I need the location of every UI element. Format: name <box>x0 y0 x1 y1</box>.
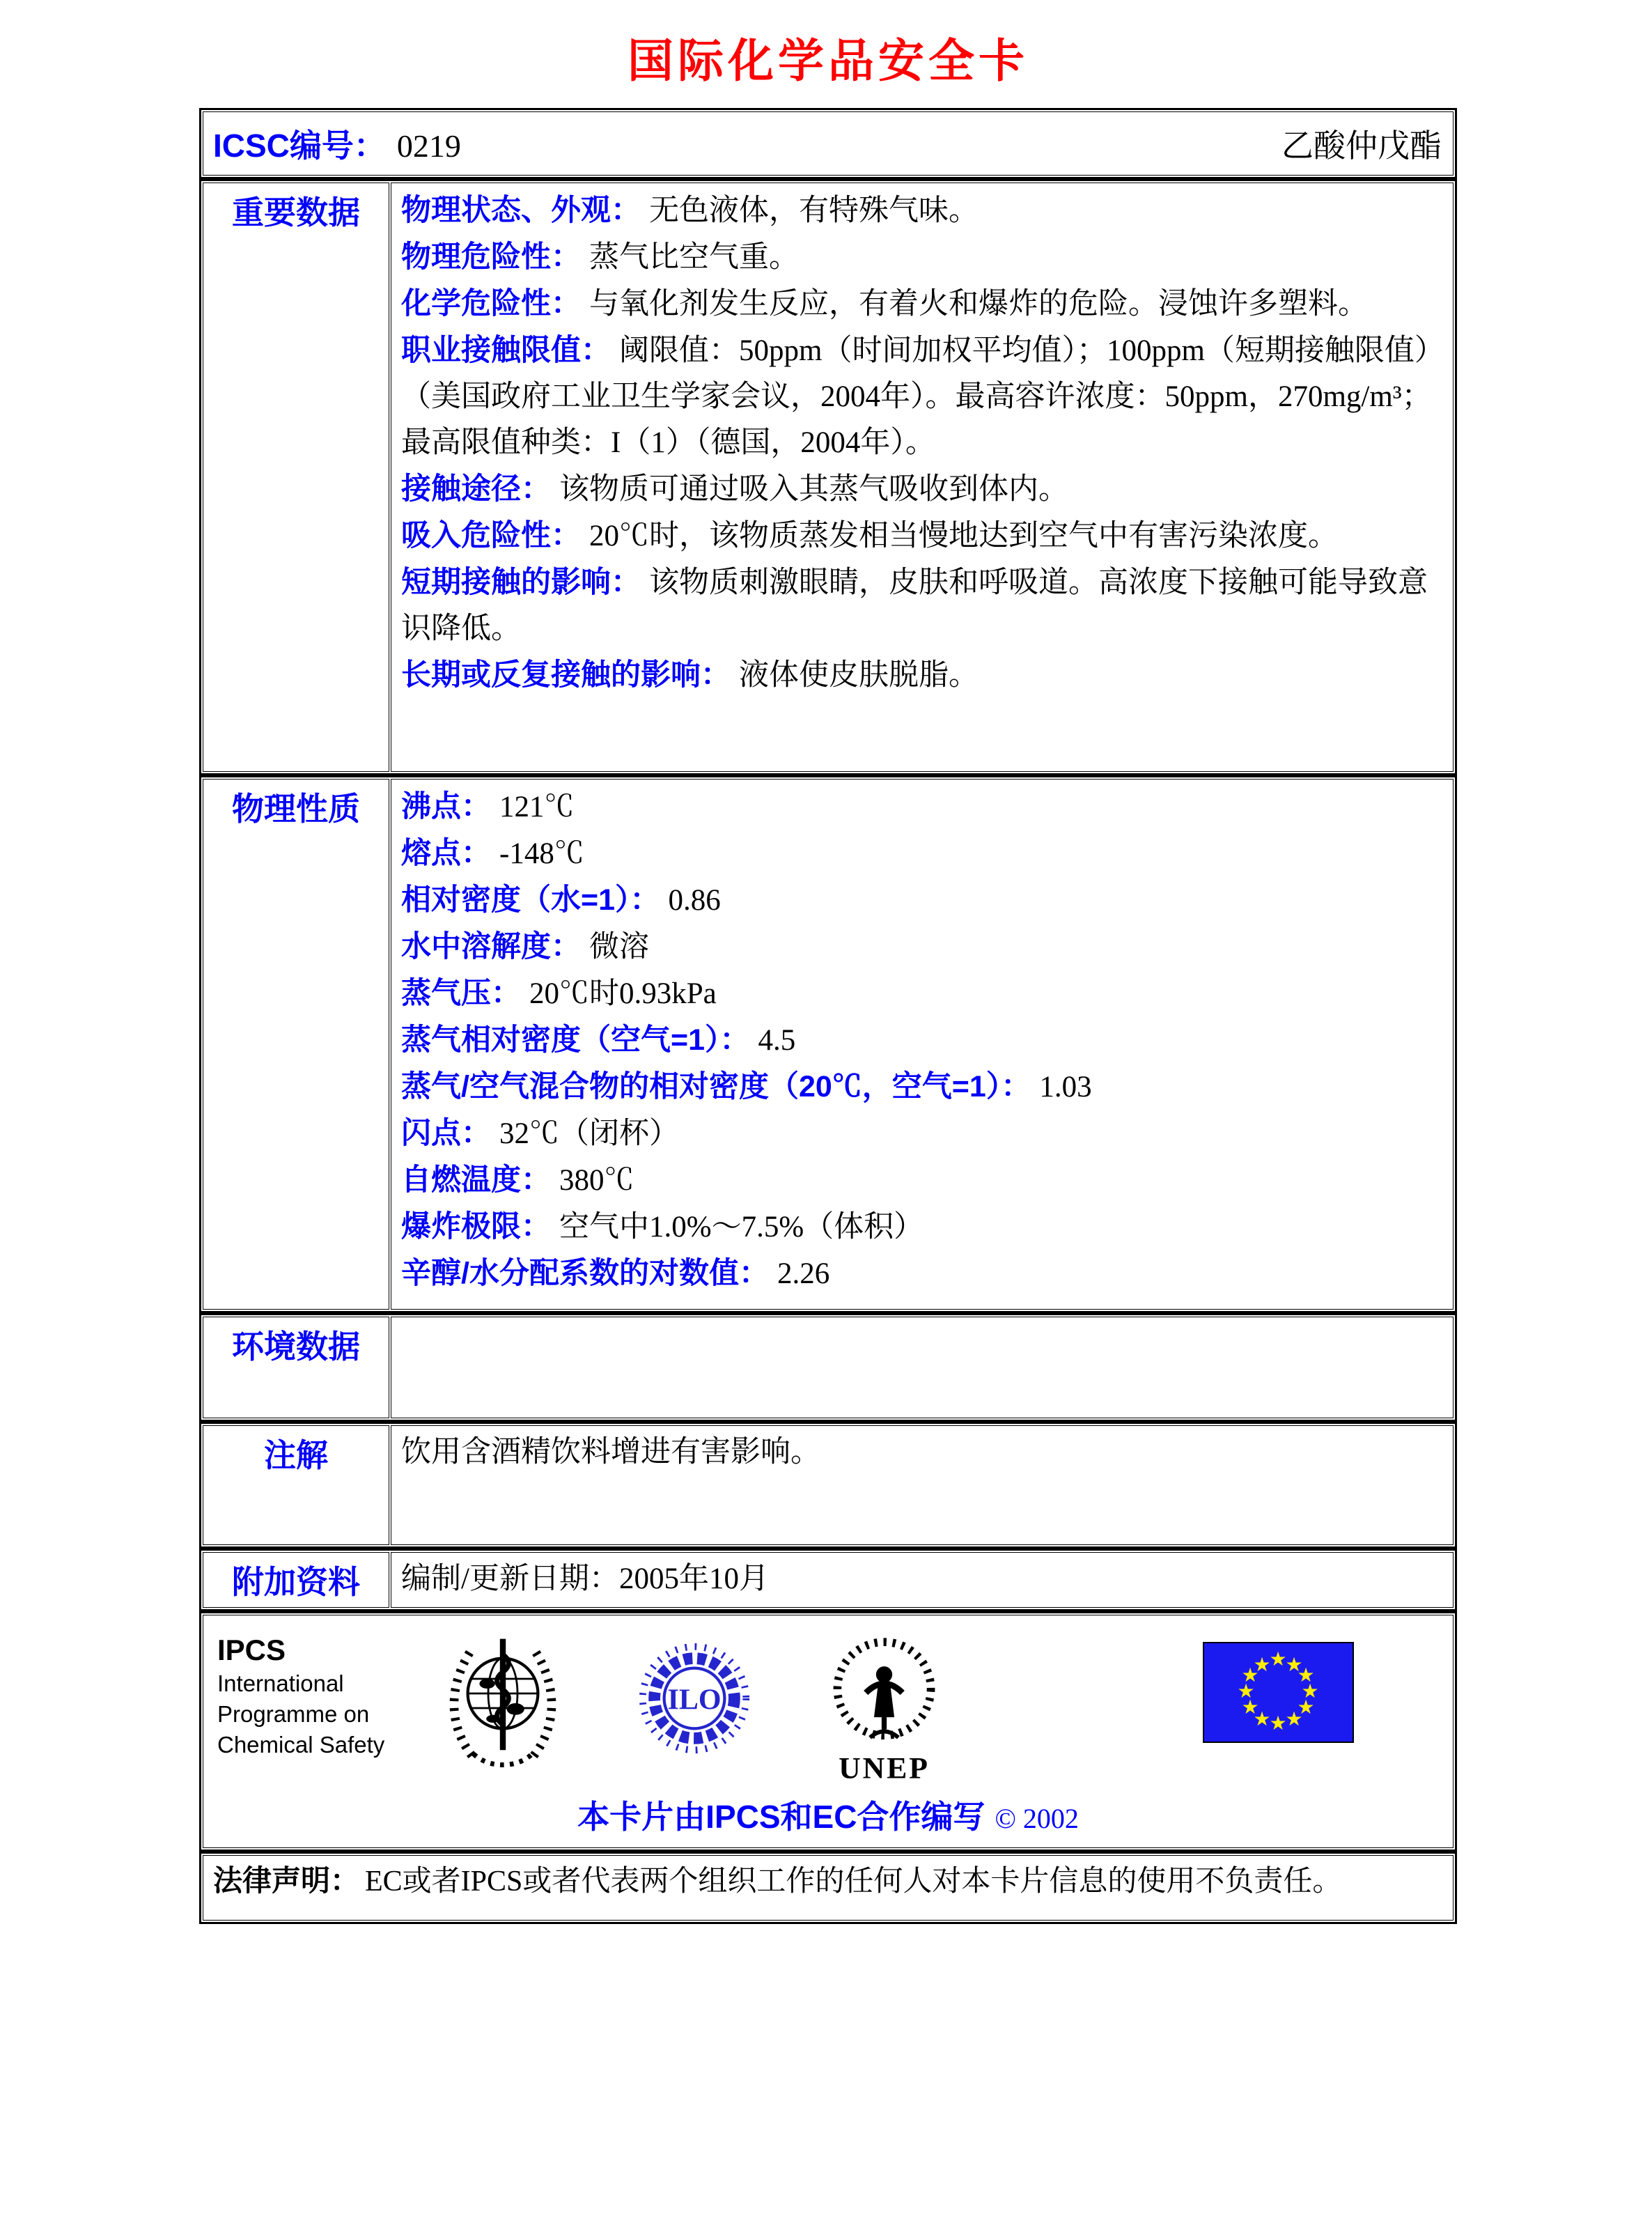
ipcs-acronym: IPCS <box>217 1634 286 1666</box>
svg-text:★: ★ <box>1297 1696 1315 1719</box>
property-value: 无色液体，有特殊气味。 <box>649 194 979 227</box>
property-value: 4.5 <box>758 1024 796 1057</box>
icsc-number-label: ICSC编号： <box>213 127 386 164</box>
section-label-environmental-data: 环境数据 <box>232 1328 360 1365</box>
important-data-label-cell <box>203 183 389 772</box>
additional-info-table <box>199 1549 1457 1611</box>
property-label: 长期或反复接触的影响： <box>401 658 731 692</box>
svg-text:★: ★ <box>1237 1680 1255 1703</box>
eu-flag-icon <box>1203 1642 1354 1743</box>
property-label: 蒸气相对密度（空气=1）： <box>401 1023 750 1057</box>
who-logo-icon <box>444 1625 562 1771</box>
property-label: 蒸气压： <box>401 977 521 1010</box>
property-row <box>401 327 1443 466</box>
notes-label-cell <box>203 1425 389 1545</box>
property-value: 蒸气比空气重。 <box>589 241 799 274</box>
property-label: 接触途径： <box>401 472 551 506</box>
property-label: 熔点： <box>401 837 491 870</box>
physical-properties-table <box>199 775 1457 1313</box>
notes-text: 饮用含酒精饮料增进有害影响。 <box>401 1436 820 1468</box>
icsc-card <box>199 108 1457 1924</box>
property-row <box>401 1250 1443 1297</box>
legal-label: 法律声明： <box>213 1864 360 1897</box>
property-label: 蒸气/空气混合物的相对密度（20℃，空气=1）： <box>401 1070 1031 1103</box>
unep-logo-icon <box>823 1625 945 1789</box>
property-row <box>401 466 1443 513</box>
property-value: 该物质刺激眼睛，皮肤和呼吸道。高浓度下接触可能导致意识降低。 <box>401 566 1428 645</box>
property-row <box>401 652 1443 699</box>
property-value: 380℃ <box>559 1164 634 1197</box>
physical-properties-content <box>391 779 1454 1310</box>
property-label: 爆炸极限： <box>401 1210 551 1243</box>
important-data-content <box>391 183 1454 772</box>
svg-text:★: ★ <box>1241 1663 1259 1686</box>
chemical-name: 乙酸仲戊酯 <box>1281 128 1442 164</box>
property-value: 1.03 <box>1039 1071 1092 1103</box>
property-value: 与氧化剂发生反应，有着火和爆炸的危险。浸蚀许多塑料。 <box>589 288 1368 320</box>
copyright-text: 本卡片由IPCS和EC合作编写 <box>577 1799 985 1835</box>
svg-text:★: ★ <box>1297 1663 1315 1686</box>
property-value: 0.86 <box>668 884 721 917</box>
property-value: 微溶 <box>589 931 649 963</box>
property-row <box>401 281 1443 327</box>
logos-cell <box>203 1615 1454 1848</box>
svg-text:★: ★ <box>1241 1696 1259 1719</box>
property-row <box>401 784 1443 830</box>
property-row <box>401 234 1443 281</box>
property-row <box>401 1204 1443 1250</box>
svg-text:★: ★ <box>1269 1712 1287 1735</box>
property-value: 20℃时，该物质蒸发相当慢地达到空气中有害污染浓度。 <box>589 520 1338 552</box>
section-label-notes: 注解 <box>264 1437 328 1473</box>
section-label-important-data: 重要数据 <box>232 194 360 231</box>
property-value: 该物质可通过吸入其蒸气吸收到体内。 <box>559 473 1068 506</box>
property-label: 职业接触限值： <box>401 334 611 367</box>
property-row <box>401 924 1443 970</box>
svg-text:★: ★ <box>1285 1653 1303 1676</box>
property-value: 121℃ <box>499 791 575 823</box>
ilo-letters: ILO <box>667 1684 722 1716</box>
svg-text:★: ★ <box>1269 1647 1287 1670</box>
unep-caption: UNEP <box>839 1751 930 1785</box>
property-row <box>401 1110 1443 1157</box>
additional-info-label-cell <box>203 1552 389 1608</box>
logos-row <box>213 1620 1443 1789</box>
section-label-additional-info: 附加资料 <box>232 1564 360 1600</box>
notes-table <box>199 1422 1457 1549</box>
property-label: 辛醇/水分配系数的对数值： <box>401 1257 769 1290</box>
property-label: 物理状态、外观： <box>401 194 641 227</box>
property-value: -148℃ <box>499 837 584 870</box>
physical-properties-label-cell <box>203 779 389 1310</box>
copyright-year: © 2002 <box>995 1803 1079 1834</box>
property-row <box>401 1017 1443 1064</box>
legal-cell <box>203 1855 1454 1921</box>
header-table <box>199 108 1457 179</box>
svg-text:★: ★ <box>1301 1680 1319 1703</box>
property-label: 短期接触的影响： <box>401 566 641 599</box>
svg-text:★: ★ <box>1285 1707 1303 1730</box>
property-value: 20℃时0.93kPa <box>529 977 717 1010</box>
notes-content <box>391 1425 1454 1545</box>
logos-table <box>199 1611 1457 1852</box>
ipcs-text-block <box>217 1632 412 1760</box>
property-label: 水中溶解度： <box>401 930 581 963</box>
header-cell <box>203 111 1454 176</box>
icsc-number-value: 0219 <box>396 128 461 164</box>
property-value: 2.26 <box>777 1257 830 1290</box>
environmental-data-content <box>391 1317 1454 1418</box>
additional-info-content <box>391 1552 1454 1608</box>
property-label: 自燃温度： <box>401 1163 551 1197</box>
svg-text:★: ★ <box>1253 1707 1271 1730</box>
environmental-data-label-cell <box>203 1317 389 1418</box>
property-row <box>401 187 1443 234</box>
property-value: 空气中1.0%～7.5%（体积） <box>559 1211 924 1243</box>
property-value: 液体使皮肤脱脂。 <box>739 659 979 692</box>
property-label: 化学危险性： <box>401 287 581 320</box>
property-row <box>401 559 1443 652</box>
environmental-data-table <box>199 1313 1457 1422</box>
property-value: 阈限值：50ppm（时间加权平均值）；100ppm（短期接触限值）（美国政府工业卫生学家会议，2004年）。最高容许浓度：50ppm，270mg/m³；最高限值种类：I（1）（德国，2004年）。 <box>401 334 1432 459</box>
property-label: 相对密度（水=1）： <box>401 883 660 917</box>
property-label: 吸入危险性： <box>401 519 581 552</box>
svg-text:★: ★ <box>1253 1653 1271 1676</box>
important-data-table <box>199 179 1457 775</box>
property-row <box>401 1064 1443 1110</box>
page-title: 国际化学品安全卡 <box>628 35 1029 86</box>
property-value: 32℃（闭杯） <box>499 1117 679 1150</box>
legal-table <box>199 1852 1457 1924</box>
icsc-number-group <box>213 121 461 166</box>
property-label: 闪点： <box>401 1117 491 1150</box>
property-row <box>401 830 1443 877</box>
property-label: 沸点： <box>401 790 491 823</box>
property-row <box>401 513 1443 559</box>
additional-info-text: 编制/更新日期：2005年10月 <box>401 1562 769 1595</box>
property-row <box>401 970 1443 1017</box>
copyright-line <box>213 1792 1443 1838</box>
property-row <box>401 877 1443 924</box>
ipcs-line-2: Programme on <box>217 1701 370 1727</box>
section-label-physical-properties: 物理性质 <box>232 791 360 827</box>
property-label: 物理危险性： <box>401 240 581 274</box>
ipcs-line-3: Chemical Safety <box>217 1732 385 1758</box>
legal-text: EC或者IPCS或者代表两个组织工作的任何人对本卡片信息的使用不负责任。 <box>365 1866 1342 1898</box>
property-row <box>401 1157 1443 1204</box>
ilo-logo-icon <box>635 1625 754 1771</box>
ipcs-line-1: International <box>217 1670 344 1696</box>
